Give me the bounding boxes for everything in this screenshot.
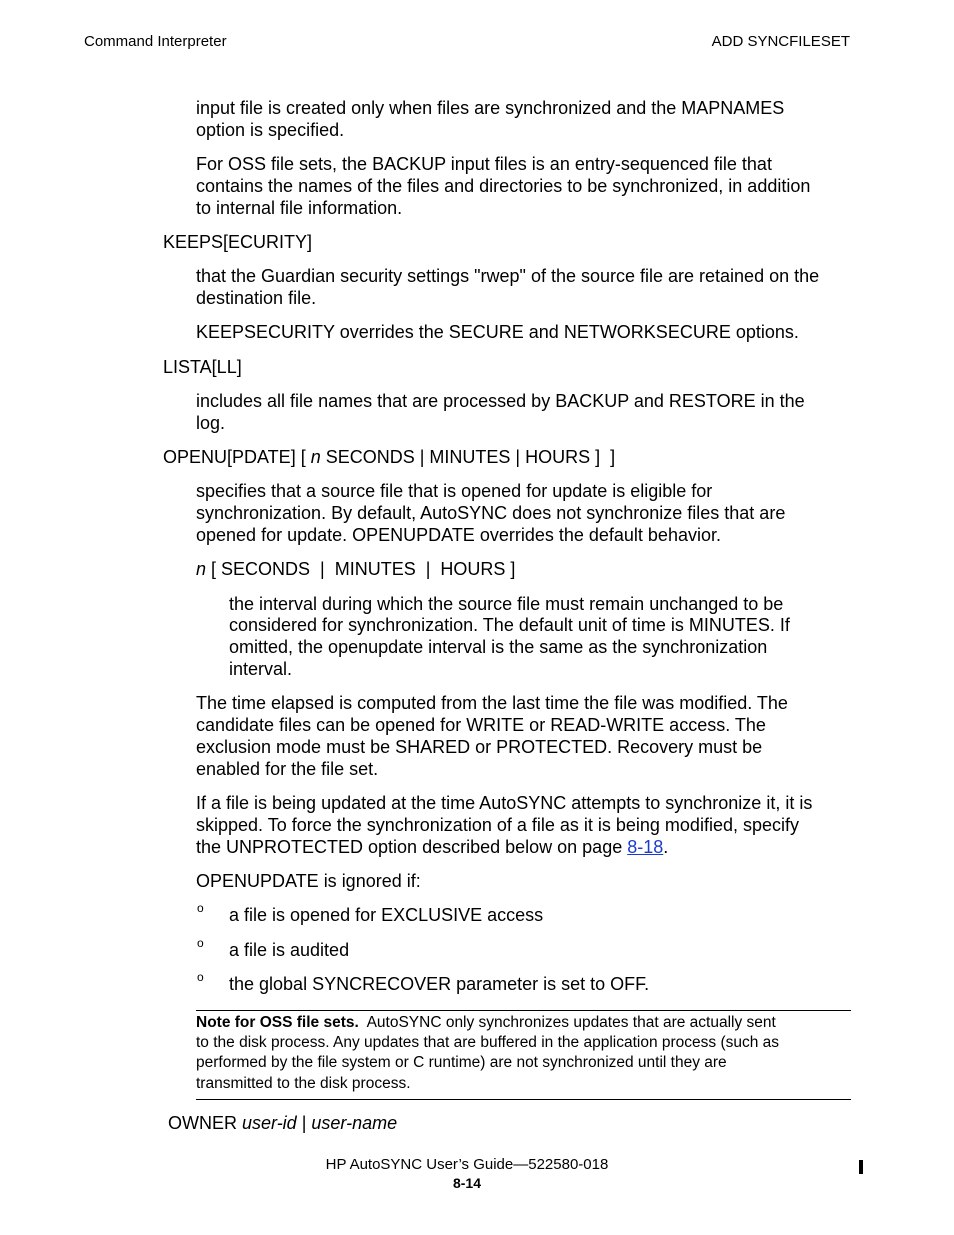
- option-term-listall: LISTA[LL]: [163, 357, 242, 377]
- bullet-icon: o: [197, 901, 204, 915]
- running-header-left: Command Interpreter: [84, 33, 227, 50]
- term-text: [ SECONDS | MINUTES | HOURS ]: [206, 559, 516, 579]
- paragraph-line: OPENUPDATE is ignored if:: [196, 871, 421, 891]
- paragraph-line: destination file.: [196, 288, 317, 308]
- bullet-item: a file is opened for EXCLUSIVE access: [229, 905, 544, 925]
- sub-option-term-n: [196, 558, 515, 580]
- term-variable: n: [310, 447, 321, 467]
- term-text: OPENU[PDATE] [: [163, 447, 311, 467]
- paragraph-line: input file is created only when files are synchronized and the MAPNAMES: [196, 98, 785, 118]
- paragraph-line: If a file is being updated at the time AutoSYNC attempts to synchronize it, it is: [196, 793, 813, 813]
- change-bar: [859, 1160, 863, 1174]
- term-variable: user-id: [242, 1113, 297, 1133]
- note-line: performed by the file system or C runtime) are not synchronized until they are: [196, 1054, 727, 1071]
- paragraph-line: that the Guardian security settings "rwep" of the source file are retained on the: [196, 266, 820, 286]
- paragraph-line: [196, 836, 668, 858]
- note-heading: Note for OSS file sets.: [196, 1014, 359, 1031]
- paragraph-line: interval.: [229, 659, 293, 679]
- paragraph-line: candidate files can be opened for WRITE or READ-WRITE access. The: [196, 715, 766, 735]
- note-line: transmitted to the disk process.: [196, 1075, 411, 1092]
- term-text: SECONDS | MINUTES | HOURS ] ]: [320, 447, 616, 467]
- paragraph-line: enabled for the file set.: [196, 759, 379, 779]
- paragraph-line: The time elapsed is computed from the last time the file was modified. The: [196, 693, 788, 713]
- bullet-icon: o: [197, 970, 204, 984]
- paragraph-line: omitted, the openupdate interval is the same as the synchronization: [229, 637, 768, 657]
- paragraph-line: opened for update. OPENUPDATE overrides the default behavior.: [196, 525, 721, 545]
- paragraph-line: specifies that a source file that is opened for update is eligible for: [196, 481, 713, 501]
- note-line: [196, 1013, 776, 1033]
- footer-guide-title: HP AutoSYNC User’s Guide—522580-018: [325, 1156, 609, 1173]
- option-term-owner: [168, 1112, 397, 1134]
- note-line: to the disk process. Any updates that are buffered in the application process (such as: [196, 1034, 780, 1051]
- text-run: the UNPROTECTED option described below on page: [196, 837, 628, 857]
- paragraph-line: KEEPSECURITY overrides the SECURE and NETWORKSECURE options.: [196, 322, 799, 342]
- paragraph-line: skipped. To force the synchronization of a file as it is being modified, specify: [196, 815, 799, 835]
- note-top-rule: [196, 1010, 851, 1011]
- paragraph-line: log.: [196, 413, 226, 433]
- bullet-item: a file is audited: [229, 940, 350, 960]
- bullet-icon: o: [197, 936, 204, 950]
- option-term-keepsecurity: KEEPS[ECURITY]: [163, 232, 313, 252]
- option-term-openupdate: [163, 446, 615, 468]
- term-variable: n: [196, 559, 207, 579]
- term-variable: user-name: [311, 1113, 398, 1133]
- bullet-item: the global SYNCRECOVER parameter is set to OFF.: [229, 974, 650, 994]
- paragraph-line: the interval during which the source file must remain unchanged to be: [229, 594, 784, 614]
- term-text: |: [296, 1113, 312, 1133]
- paragraph-line: For OSS file sets, the BACKUP input files is an entry-sequenced file that: [196, 154, 772, 174]
- paragraph-line: includes all file names that are processed by BACKUP and RESTORE in the: [196, 391, 805, 411]
- text-run: .: [663, 837, 669, 857]
- paragraph-line: considered for synchronization. The default unit of time is MINUTES. If: [229, 615, 790, 635]
- term-text: OWNER: [168, 1113, 242, 1133]
- paragraph-line: contains the names of the files and directories to be synchronized, in addition: [196, 176, 811, 196]
- running-header-right: ADD SYNCFILESET: [711, 33, 850, 50]
- footer-page-number: 8-14: [452, 1175, 482, 1191]
- paragraph-line: exclusion mode must be SHARED or PROTECTED. Recovery must be: [196, 737, 763, 757]
- page-reference-link[interactable]: 8-18: [627, 837, 664, 857]
- note-bottom-rule: [196, 1099, 851, 1100]
- paragraph-line: option is specified.: [196, 120, 345, 140]
- paragraph-line: synchronization. By default, AutoSYNC does not synchronize files that are: [196, 503, 786, 523]
- paragraph-line: to internal file information.: [196, 198, 403, 218]
- note-text: AutoSYNC only synchronizes updates that are actually sent: [366, 1014, 776, 1031]
